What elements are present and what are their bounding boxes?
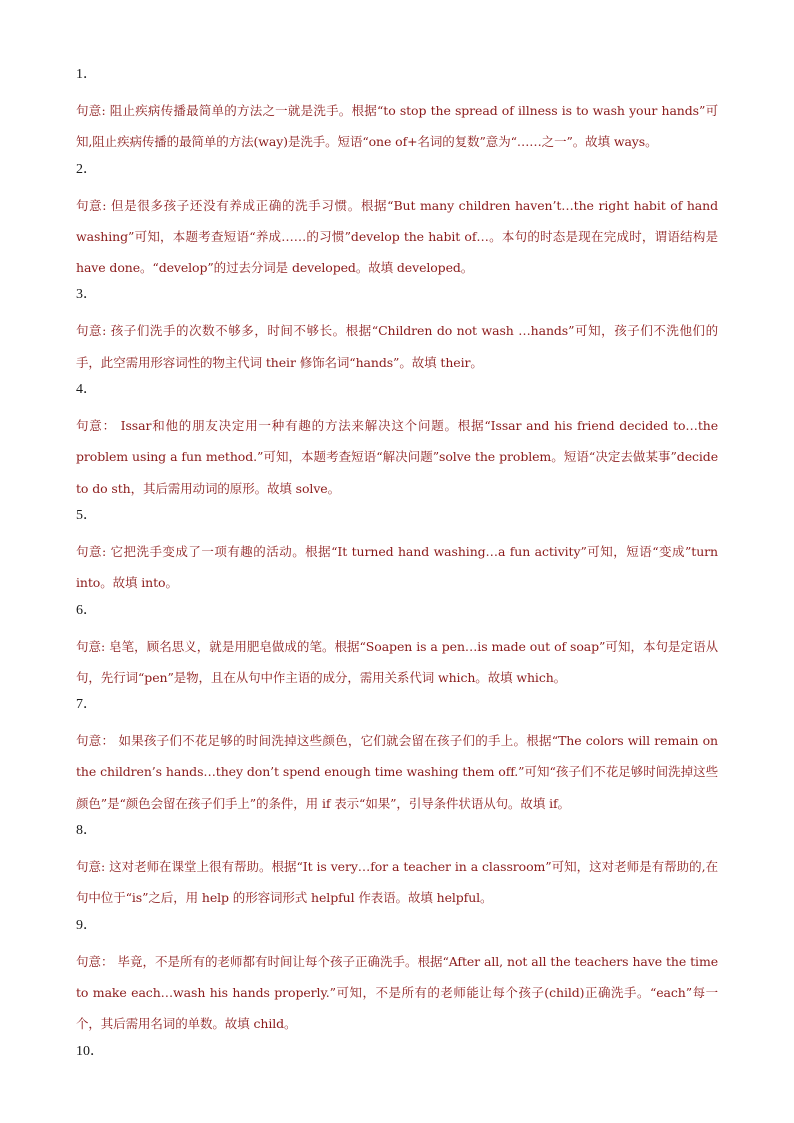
item-label: 句意： [76,418,116,434]
item-explanation [76,631,718,694]
answer-item-10 [76,1041,718,1072]
item-number: 4． [76,382,97,398]
item-explanation [76,410,718,504]
item-text: 皂笔，顾名思义，就是用肥皂做成的笔。根据“Soapen is a pen…is made out of soap”可知，本句是定语从句，先行词“pen”是物，且在从句中作主语的成分，需用关系代词 which。故填 which。 [76,638,718,685]
answer-item-5 [76,505,718,599]
item-text: 这对老师在课堂上很有帮助。根据“It is very…for a teacher in a classroom”可知，这对老师是有帮助的,在句中位于“is”之后，用 help 的形容词形式 helpful 作表语。故填 helpful。 [76,859,718,906]
item-label: 句意: [76,543,107,559]
item-number: 10． [76,1043,104,1059]
item-number: 1． [76,67,97,82]
item-number: 3． [76,287,97,303]
item-number: 9． [76,917,97,933]
item-explanation [76,851,718,914]
answer-item-4 [76,379,718,504]
answer-item-3 [76,284,718,378]
item-explanation [76,536,718,599]
answer-item-1 [76,64,718,158]
answer-item-8 [76,820,718,914]
answer-item-7 [76,694,718,819]
item-number: 6． [76,602,97,618]
answer-item-9 [76,915,718,1040]
item-text: 毕竟，不是所有的老师都有时间让每个孩子正确洗手。根据“After all, not all the teachers have the time to make each…wash his hands properly.”可知，不是所有的老师能让每个孩子(child)正确洗手。“each”每一个，其后需用名词的单数。故填 child。 [76,953,718,1032]
item-explanation [76,946,718,1040]
item-number: 8． [76,823,97,839]
item-label: 句意: [76,859,106,875]
item-label: 句意: [76,323,107,339]
item-label: 句意： [76,953,114,969]
item-number: 5． [76,507,97,523]
item-text: Issar和他的朋友决定用一种有趣的方法来解决这个问题。根据“Issar and his friend decided to…the problem using a fun method.”可知，本题考查短语“解决问题”solve the problem。短语“决定去做某事”decide to do sth，其后需用动词的原形。故填 solve。 [76,418,719,496]
answer-item-2 [76,159,718,284]
answer-item-6 [76,600,718,694]
item-text: 如果孩子们不花足够的时间洗掉这些颜色，它们就会留在孩子们的手上。根据“The colors will remain on the children’s hands…they don’t spend enough time washing them off.”可知“孩子们不花足够时间洗掉这些颜色”是“颜色会留在孩子们手上”的条件，用 if 表示“如果”，引导条件状语从句。故填 if。 [76,733,718,811]
item-text: 阻止疾病传播最简单的方法之一就是洗手。根据“to stop the spread of illness is to wash your hands”可知,阻止疾病传播的最简单的方法(way)是洗手。短语“one of+名词的复数”意为“……之一”。故填 ways。 [76,103,718,150]
item-label: 句意: [76,103,106,118]
item-explanation [76,190,718,284]
item-explanation [76,315,718,378]
item-number: 7． [76,697,97,713]
item-text: 它把洗手变成了一项有趣的活动。根据“It turned hand washing…a fun activity”可知，短语“变成”turn into。故填 into。 [76,543,719,591]
answer-list [76,64,718,1072]
item-explanation [76,725,718,819]
item-text: 但是很多孩子还没有养成正确的洗手习惯。根据“But many children haven’t…the right habit of hand washing”可知，本题考查短语“养成……的习惯”develop the habit of…。本句的时态是现在完成时，谓语结构是 have done。“develop”的过去分词是 developed。故填 developed。 [76,197,719,276]
item-label: 句意： [76,733,115,749]
item-text: 孩子们洗手的次数不够多，时间不够长。根据“Children do not wash …hands”可知，孩子们不洗他们的手，此空需用形容词性的物主代词 their 修饰名词“hands”。故填 their。 [76,323,718,370]
item-label: 句意: [76,197,107,213]
item-explanation [76,95,718,158]
item-number: 2． [76,161,97,177]
item-label: 句意: [76,638,106,654]
